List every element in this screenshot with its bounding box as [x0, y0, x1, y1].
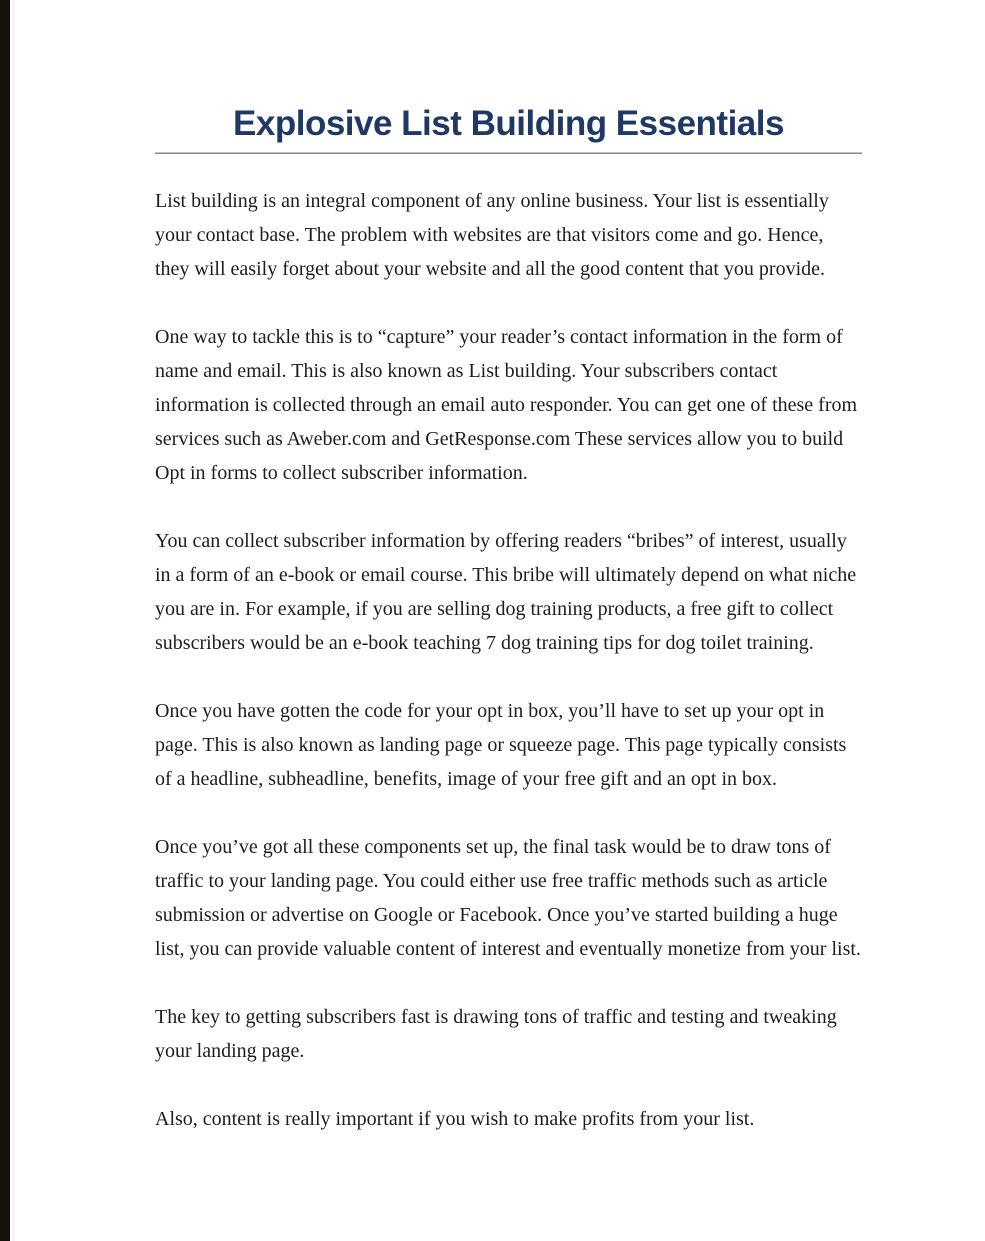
body-text	[155, 184, 862, 1136]
paragraph-2: One way to tackle this is to “capture” your reader’s contact information in the form of name and email. This is also known as List building. Your subscribers contact information is collected through an email auto responder. You can get one of these from services such as Aweber.com and GetResponse.com These services allow you to build Opt in forms to collect subscriber information.	[155, 326, 858, 484]
left-edge-strip	[0, 0, 10, 1241]
paragraph-6: The key to getting subscribers fast is drawing tons of traffic and testing and tweaking your landing page.	[155, 1006, 837, 1062]
page-title: Explosive List Building Essentials	[233, 104, 784, 143]
paragraph-1: List building is an integral component of any online business. Your list is essentially your contact base. The problem with websites are that visitors come and go. Hence, they will easily forget about your website and all the good content that you provide.	[155, 190, 829, 280]
text-column	[155, 0, 862, 1170]
paragraph-4: Once you have gotten the code for your opt in box, you’ll have to set up your opt in page. This is also known as landing page or squeeze page. This page typically consists of a headline, subheadline, benefits, image of your free gift and an opt in box.	[155, 700, 847, 790]
title-underline-rule	[155, 152, 862, 154]
paragraph-5: Once you’ve got all these components set up, the final task would be to draw tons of traffic to your landing page. You could either use free traffic methods such as article submission or advertise on Google or Facebook. Once you’ve started building a huge list, you can provide valuable content of interest and eventually monetize from your list.	[155, 836, 861, 960]
paragraph-7: Also, content is really important if you wish to make profits from your list.	[155, 1108, 755, 1130]
paragraph-3: You can collect subscriber information by offering readers “bribes” of interest, usually in a form of an e-book or email course. This bribe will ultimately depend on what niche you are in. For example, if you are selling dog training products, a free gift to collect subscribers would be an e-book teaching 7 dog training tips for dog toilet training.	[155, 530, 857, 654]
